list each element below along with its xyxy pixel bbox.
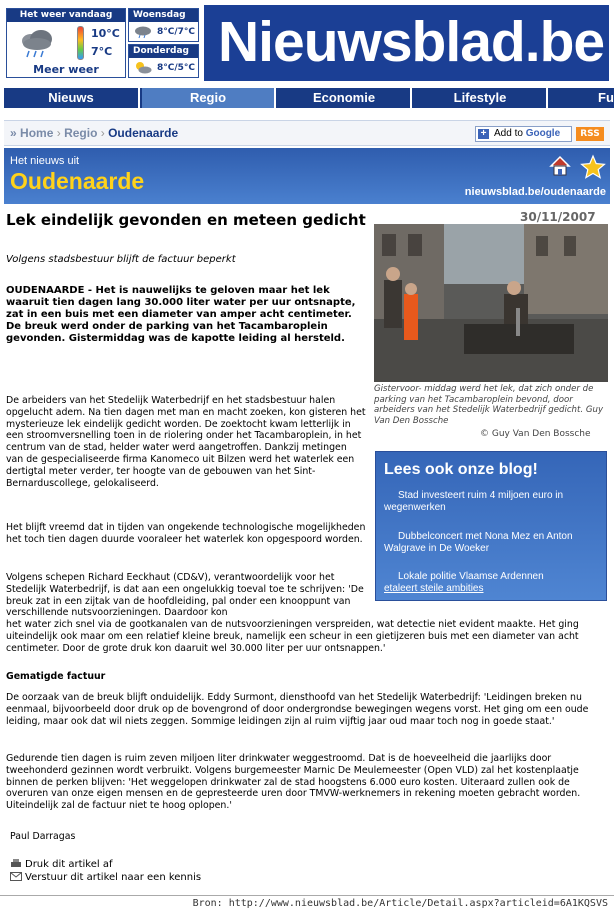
article-subhead: Volgens stadsbestuur blijft de factuur beperkt	[6, 254, 236, 265]
blog-item[interactable]	[384, 490, 604, 514]
article-photo[interactable]	[374, 224, 608, 382]
article-subheading: Gematigde factuur	[6, 671, 106, 682]
article-paragraph: Het blijft vreemd dat in tijden van ongekende technologische mogelijkheden het toch tien dagen duurde vooraleer het waterlek kon opgespoord worden.	[6, 522, 366, 545]
article-paragraph: Gedurende tien dagen is ruim zeven miljoen liter drinkwater weggestroomd. Dat is de hoeveelheid die jaarlijks door tweehonderd gezinnen wordt verbruikt. Volgens burgemeester Marnic De Meulemeester (Open VLD) zal het kostenplaatje binnen de perken blijven: 'Het weggelopen drinkwater zal de stad hoogstens 6.000 euro kosten. Uiteraard zullen ook de overuren van onze eigen mensen en de gepresteerde uren door TMVW-werknemers in rekening moeten gebracht worden. Uiteindelijk zal de factuur niet te hoog oplopen.'	[6, 753, 581, 812]
sun-cloud-icon	[134, 61, 152, 75]
more-weather-link[interactable]: Meer weer	[33, 63, 99, 76]
blog-item-text: Stad investeert ruim 4 miljoen euro in wegenwerken	[384, 490, 564, 513]
weather-day-wednesday[interactable]	[128, 8, 199, 42]
rss-button[interactable]: RSS	[576, 127, 604, 141]
blog-box	[375, 451, 607, 601]
breadcrumb-regio[interactable]: Regio	[64, 126, 98, 140]
source-bar	[0, 895, 614, 913]
google-label: Google	[525, 128, 561, 139]
mail-article-link[interactable]	[10, 872, 201, 883]
print-article-label: Druk dit artikel af	[25, 859, 113, 870]
photo-credit: © Guy Van Den Bossche	[480, 429, 591, 439]
photo-caption: Gistervoor- middag werd het lek, dat zich onder de parking van het Tacambaroplein bevond, door arbeiders van het Stedelijk Waterbedrijf gedicht. Guy Van Den Bossche	[374, 384, 604, 426]
breadcrumb-arrows: »	[10, 126, 17, 140]
article-paragraph: De arbeiders van het Stedelijk Waterbedrijf en het stadsbestuur halen opgelucht adem. Na tien dagen met man en macht zoeken, kon gisteren het mysterieuze lek eindelijk gedicht worden. De zoektocht kwam letterlijk in een stroomversnelling toen in de riolering onder het Tacambaroplein, in het centrum van de stad, helder water werd aangetroffen. Dankzij metingen van de gespecialiseerde firma Kanomeco uit Bilzen werd het waterlek een dertigtal meter verder, ter hoogte van de gebouwen van het Sint-Bernarduscollege, gelokaliseerd.	[6, 395, 366, 489]
article-paragraph: Volgens schepen Richard Eeckhaut (CD&V), verantwoordelijk voor het Stedelijk Waterbedrijf, is dat aan een ongelukkig toeval toe te schrijven: 'De breuk zat in een zijtak van de hoofdleiding, pal onder een knooppunt van verschillende nutsvoorzieningen. Daardoor kon	[6, 572, 364, 619]
logo-tld: .be	[524, 10, 605, 74]
tab-more[interactable]: Fu	[598, 90, 614, 105]
article-paragraph: het water zich snel via de gootkanalen van de nutsvoorzieningen verspreiden, wat detectie niet evident maakte. Het ging uiteindelijk ook maar om een relatief kleine breuk, namelijk een scheur in een gietijzeren buis met een diameter van acht centimeter. Door de grote druk kon daaruit wel 30.000 liter per uur ontsnappen.'	[6, 619, 579, 654]
rain-cloud-icon	[134, 25, 152, 39]
article-author: Paul Darragas	[10, 831, 76, 842]
add-to-label: Add to	[494, 128, 523, 139]
weather-today-widget[interactable]	[6, 8, 126, 78]
source-url: Bron: http://www.nieuwsblad.be/Article/Detail.aspx?articleid=6A1KQSVS	[192, 898, 608, 909]
tab-nieuws[interactable]: Nieuws	[4, 88, 140, 108]
article-date: 30/11/2007	[520, 210, 596, 224]
breadcrumb-current: Oudenaarde	[108, 126, 179, 140]
weather-day-name: Donderdag	[129, 45, 198, 58]
tab-regio[interactable]: Regio	[142, 88, 276, 108]
article-headline: Lek eindelijk gevonden en meteen gedicht	[6, 211, 366, 229]
main-nav	[4, 88, 614, 108]
banner-url[interactable]: nieuwsblad.be/oudenaarde	[464, 186, 606, 198]
thermometer-icon	[77, 26, 84, 60]
weather-today-title: Het weer vandaag	[7, 9, 125, 22]
blog-title: Lees ook onze blog!	[384, 461, 538, 478]
breadcrumb-bar	[4, 120, 610, 146]
banner-subtitle: Het nieuws uit	[10, 155, 80, 167]
weather-day-name: Woensdag	[129, 9, 198, 22]
blog-item-text: Dubbelconcert met Nona Mez en Anton Walgrave in De Woeker	[384, 531, 573, 554]
breadcrumb-separator: ›	[56, 126, 61, 140]
region-banner	[4, 148, 610, 204]
plus-icon: +	[478, 129, 489, 139]
add-to-google-button[interactable]	[475, 126, 572, 142]
street-works-illustration	[374, 224, 608, 382]
home-icon[interactable]	[548, 154, 572, 178]
weather-day-temp: 8°C/7°C	[157, 27, 196, 37]
banner-title: Oudenaarde	[10, 168, 145, 194]
tab-lifestyle[interactable]: Lifestyle	[414, 88, 548, 108]
mail-article-label: Verstuur dit artikel naar een kennis	[25, 872, 202, 883]
blog-item-text: Lokale politie Vlaamse Ardennen	[398, 571, 544, 582]
rain-cloud-icon	[19, 29, 55, 59]
breadcrumb-separator: ›	[100, 126, 105, 140]
breadcrumb	[10, 126, 178, 140]
weather-day-thursday[interactable]	[128, 44, 199, 78]
print-article-link[interactable]	[10, 859, 112, 870]
logo-text	[218, 9, 604, 75]
article-lead: OUDENAARDE - Het is nauwelijks te geloven maar het lek waaruit tien dagen lang 30.000 liter water per uur ontsnapte, zat in een buis met een diameter van amper acht centimeter. De breuk werd onder de parking van het Tacambaroplein gevonden. Gistermiddag was de kapotte leiding al hersteld.	[6, 285, 356, 344]
blog-item[interactable]	[384, 531, 604, 555]
weather-day-temp: 8°C/5°C	[157, 63, 196, 73]
breadcrumb-home[interactable]: Home	[20, 126, 54, 140]
temp-min: 7°C	[91, 45, 113, 58]
blog-item[interactable]	[384, 571, 604, 595]
temp-max: 10°C	[91, 27, 120, 40]
envelope-icon	[10, 872, 22, 881]
article-paragraph: De oorzaak van de breuk blijft onduidelijk. Eddy Surmont, diensthoofd van het Stedelijk Waterbedrijf: 'Leidingen breken nu eenmaal, bijvoorbeeld door druk op de bovengrond of door ondergrondse bewegingen wegens vorst. Het ging om een oude leiding, maar ook dat wil niets zeggen. Sommige leidingen zijn al ruim vijftig jaar oud maar toch nog in goede staat.'	[6, 692, 589, 727]
logo-name: Nieuwsblad	[218, 10, 525, 74]
blog-item-text: etaleert steile ambities	[384, 583, 484, 594]
site-logo[interactable]	[204, 5, 609, 81]
site-header	[0, 0, 614, 86]
tab-economie[interactable]: Economie	[278, 88, 412, 108]
star-icon[interactable]	[580, 154, 606, 180]
printer-icon	[10, 859, 22, 868]
